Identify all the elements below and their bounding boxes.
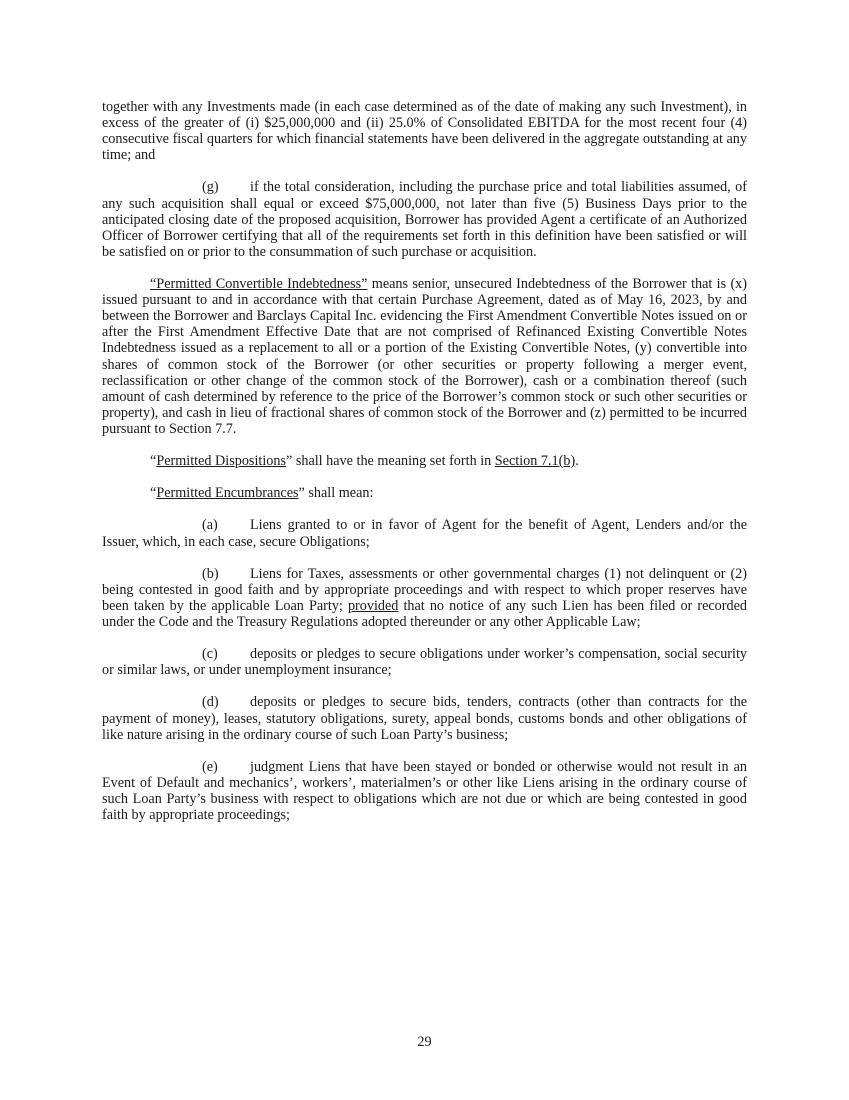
definition-text: ” shall have the meaning set forth in [285, 453, 495, 470]
clause-d [102, 694, 747, 742]
clause-b-label: (b) [202, 565, 219, 582]
clause-c-label: (c) [202, 646, 218, 663]
document-page [102, 99, 747, 839]
clause-e-text: judgment Liens that have been stayed or bonded or otherwise would not result in an Event of Default and mechanics’, workers’, materialmen’s or other like Liens arising in the ordinary course of such Loan Party’s business with respect to obligations which are not due or which are being contested in good faith by appropriate proceedings; [102, 758, 747, 824]
clause-a-text: Liens granted to or in favor of Agent for the benefit of Agent, Lenders and/or the Issuer, which, in each case, secure Obligations; [102, 517, 747, 550]
definition-permitted-dispositions [102, 453, 747, 469]
clause-g-label: (g) [202, 179, 219, 196]
definition-permitted-encumbrances [102, 485, 747, 501]
clause-b-text: Liens for Taxes, assessments or other governmental charges (1) not delinquent or (2) being contested in good faith and by appropriate proceedings and with respect to which proper reserves have been taken by the applicable Loan Party; [102, 565, 747, 614]
period: . [575, 453, 579, 470]
clause-e-label: (e) [202, 758, 218, 775]
clause-g [102, 179, 747, 259]
defined-term: “Permitted Convertible Indebtedness” [150, 276, 368, 293]
clause-c [102, 646, 747, 678]
clause-g-text: if the total consideration, including the purchase price and total liabilities assumed, of any such acquisition shall equal or exceed $75,000,000, not later than five (5) Business Days prior to the anticipated closing date of the proposed acquisition, Borrower has provided Agent a certificate of an Authorized Officer of Borrower certifying that all of the requirements set forth in this definition have been satisfied or will be satisfied on or prior to the consummation of such purchase or acquisition. [102, 179, 747, 260]
page-number: 29 [417, 1034, 432, 1050]
definition-text: ” shall mean: [298, 485, 374, 502]
clause-a-label: (a) [202, 517, 218, 534]
definition-text: means senior, unsecured Indebtedness of the Borrower that is (x) issued pursuant to and in accordance with that certain Purchase Agreement, dated as of May 16, 2023, by and between the Borrower and Barclays Capital Inc. evidencing the First Amendment Convertible Notes issued on or after the First Amendment Effective Date that are not comprised of Refinanced Existing Convertible Notes Indebtedness issued as a replacement to all or a portion of the Existing Convertible Notes, (y) convertible into shares of common stock of the Borrower (or other securities or property following a merger event, reclassification or other change of the common stock of the Borrower), cash or a combination thereof (such amount of cash determined by reference to the price of the Borrower’s common stock or such other securities or property), and cash in lieu of fractional shares of common stock of the Borrower and (z) permitted to be incurred pursuant to Section 7.7. [102, 276, 747, 437]
section-reference: Section 7.1(b) [494, 453, 576, 470]
provided-term: provided [347, 597, 399, 614]
open-quote: “ [150, 453, 157, 470]
clause-c-text: deposits or pledges to secure obligations under worker’s compensation, social security or similar laws, or under unemployment insurance; [102, 646, 747, 679]
definition-permitted-convertible-indebtedness [102, 276, 747, 437]
clause-d-text: deposits or pledges to secure bids, tenders, contracts (other than contracts for the payment of money), leases, statutory obligations, surety, appeal bonds, customs bonds and other obligations of like nature arising in the ordinary course of such Loan Party’s business; [102, 694, 747, 743]
open-quote: “ [150, 485, 157, 502]
defined-term: Permitted Dispositions [156, 453, 286, 470]
clause-b-text-cont: that no notice of any such Lien has been filed or recorded under the Code and the Treasury Regulations adopted thereunder or any other Applicable Law; [102, 597, 747, 630]
clause-d-label: (d) [202, 694, 219, 711]
paragraph-continuation: together with any Investments made (in each case determined as of the date of making any such Investment), in excess of the greater of (i) $25,000,000 and (ii) 25.0% of Consolidated EBITDA for the most recent four (4) consecutive fiscal quarters for which financial statements have been delivered in the aggregate outstanding at any time; and [102, 99, 747, 164]
clause-b [102, 566, 747, 630]
clause-e [102, 759, 747, 823]
defined-term: Permitted Encumbrances [156, 485, 299, 502]
clause-a [102, 517, 747, 549]
